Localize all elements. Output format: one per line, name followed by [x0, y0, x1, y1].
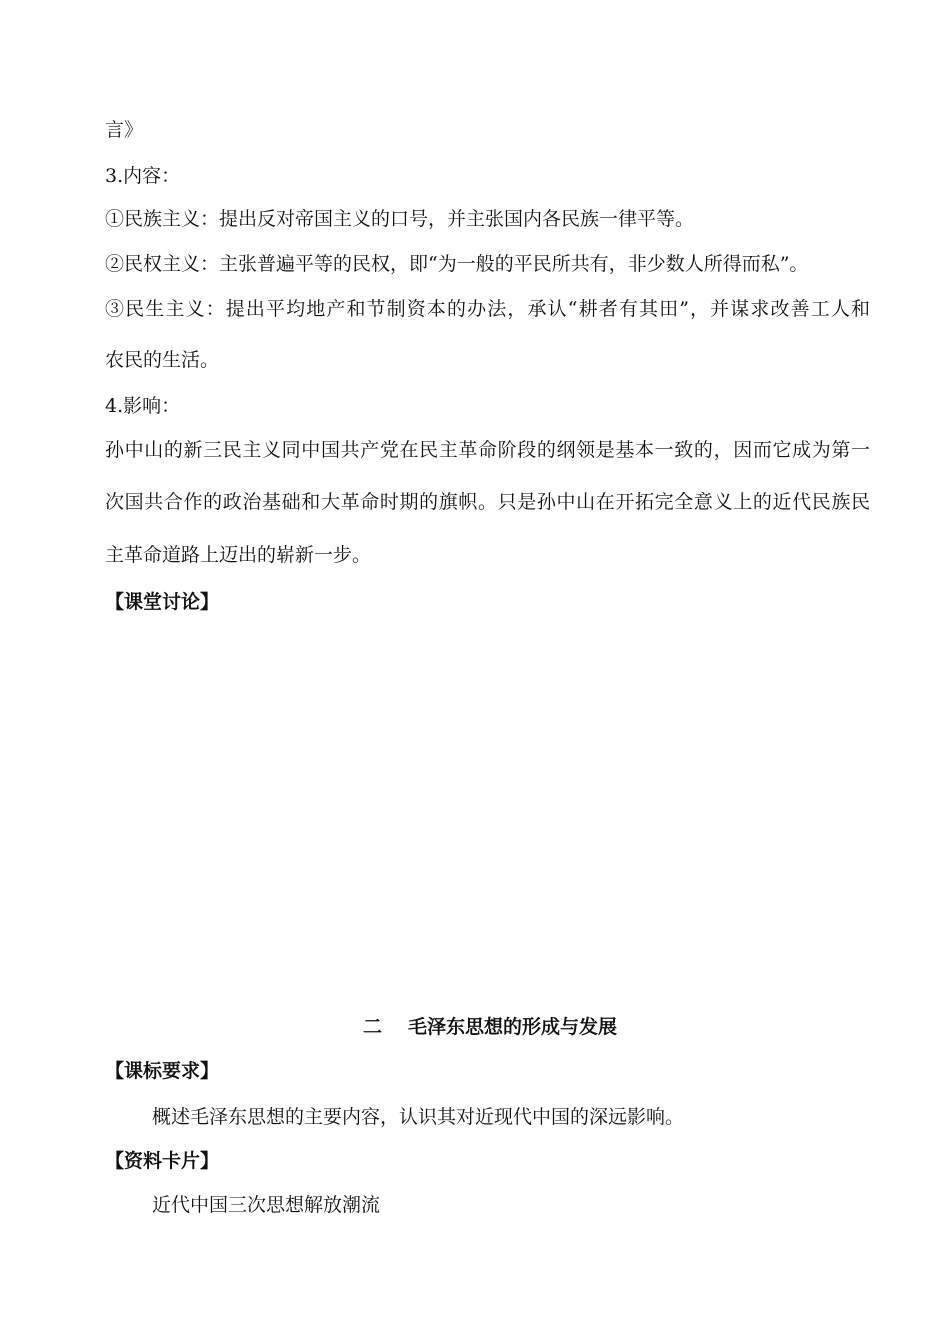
section-title-text: 毛泽东思想的形成与发展: [408, 1016, 618, 1038]
text-line: 主革命道路上迈出的崭新一步。: [105, 544, 372, 566]
standard-text: 概述毛泽东思想的主要内容，认识其对近现代中国的深远影响。: [152, 1106, 685, 1128]
discussion-heading: 【课堂讨论】: [105, 591, 220, 613]
influence-heading: 4.影响：: [105, 395, 181, 417]
text-line: ②民权主义：主张普遍平等的民权，即“为一般的平民所共有，非少数人所得而私”。: [105, 253, 809, 275]
section-number: 二: [362, 1016, 382, 1038]
text-line: ③民生主义：提出平均地产和节制资本的办法，承认“耕者有其田”，并谋求改善工人和: [105, 298, 870, 320]
card-heading: 【资料卡片】: [105, 1150, 220, 1172]
text-line: 农民的生活。: [105, 349, 220, 371]
text-line: 言》: [105, 119, 144, 141]
text-line: 次国共合作的政治基础和大革命时期的旗帜。只是孙中山在开拓完全意义上的近代民族民: [105, 491, 870, 513]
text-line: ①民族主义：提出反对帝国主义的口号，并主张国内各民族一律平等。: [105, 208, 695, 230]
section-title: [0, 1015, 950, 1039]
text-line: 孙中山的新三民主义同中国共产党在民主革命阶段的纲领是基本一致的，因而它成为第一: [105, 439, 870, 461]
standard-heading: 【课标要求】: [105, 1060, 220, 1082]
card-text: 近代中国三次思想解放潮流: [152, 1194, 381, 1216]
content-heading: 3.内容：: [105, 165, 181, 187]
